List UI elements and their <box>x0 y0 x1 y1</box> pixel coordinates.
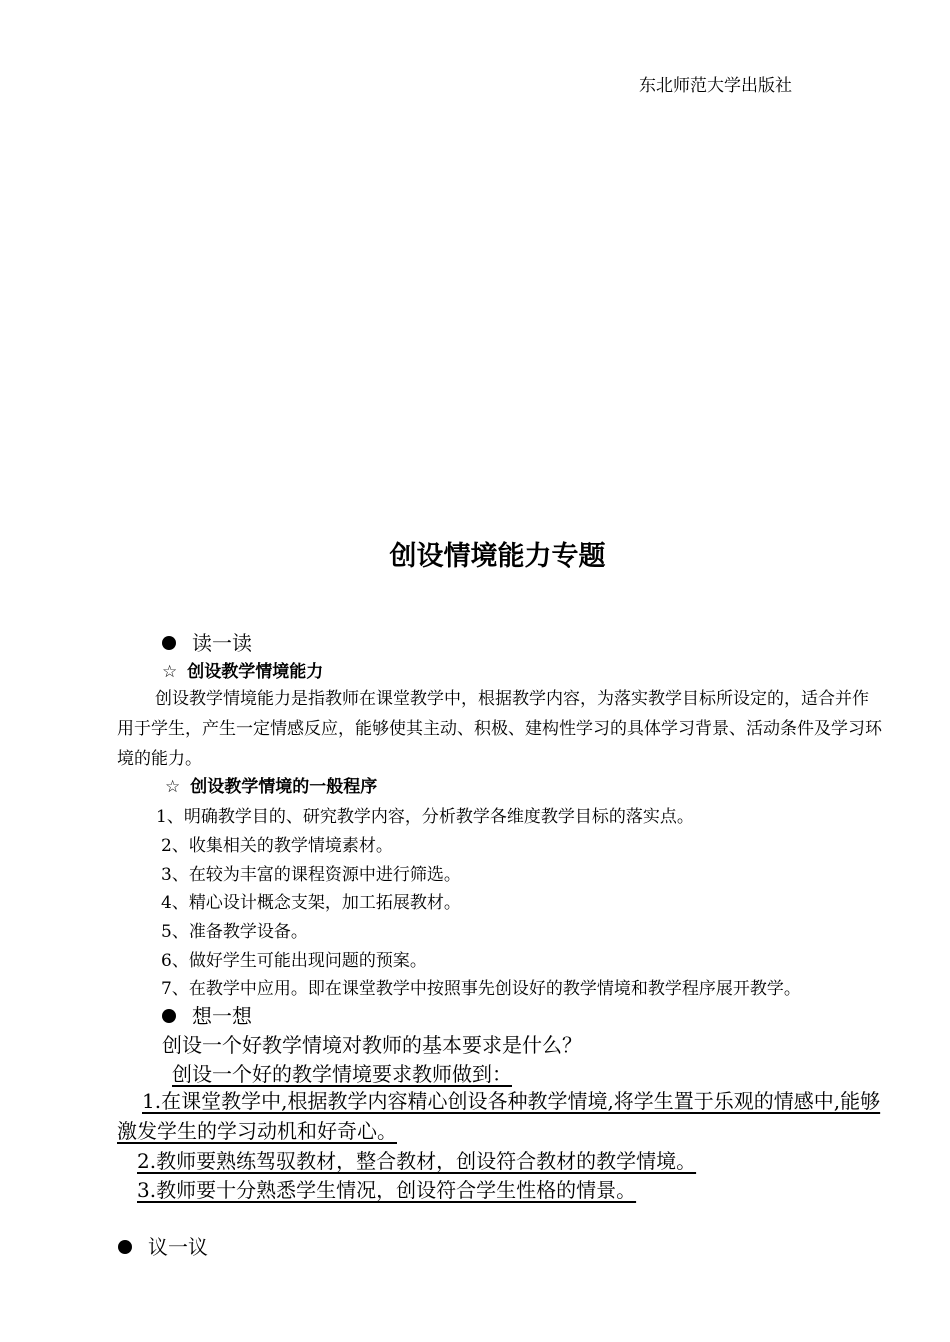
procedure-step: 3、在较为丰富的课程资源中进行筛选。 <box>161 865 461 885</box>
page-title: 创设情境能力专题 <box>389 541 606 572</box>
bullet-icon <box>162 636 176 650</box>
subheading-procedure-label: 创设教学情境的一般程序 <box>190 777 378 797</box>
read-heading <box>162 627 252 656</box>
think-heading-label: 想一想 <box>192 1004 252 1028</box>
procedure-step: 4、精心设计概念支架，加工拓展教材。 <box>161 893 461 913</box>
answer-item: 1.在课堂教学中,根据教学内容精心创设各种教学情境,将学生置于乐观的情感中,能够激发学生的学习动机和好奇心。 <box>117 1089 881 1143</box>
subheading-ability-label: 创设教学情境能力 <box>187 662 324 682</box>
read-heading-label: 读一读 <box>192 631 252 655</box>
bullet-icon <box>162 1009 176 1023</box>
star-icon: ☆ <box>162 662 178 682</box>
answer-item: 3.教师要十分熟悉学生情况，创设符合学生性格的情景。 <box>137 1178 637 1202</box>
subheading-ability <box>162 657 323 682</box>
bullet-icon <box>118 1240 132 1254</box>
star-icon: ☆ <box>165 777 181 797</box>
procedure-step: 6、做好学生可能出现问题的预案。 <box>161 951 427 971</box>
definition-paragraph: 创设教学情境能力是指教师在课堂教学中，根据教学内容，为落实教学目标所设定的，适合并作用于学生，产生一定情感反应，能够使其主动、积极、建构性学习的具体学习背景、活动条件及学习环境的能力。 <box>117 689 882 769</box>
discuss-heading <box>118 1231 208 1260</box>
procedure-step: 5、准备教学设备。 <box>161 922 308 942</box>
procedure-step: 7、在教学中应用。即在课堂教学中按照事先创设好的教学情境和教学程序展开教学。 <box>161 979 801 999</box>
subheading-procedure <box>165 772 377 797</box>
answer-item: 2.教师要熟练驾驭教材，整合教材，创设符合教材的教学情境。 <box>137 1149 697 1173</box>
think-question: 创设一个好教学情境对教师的基本要求是什么？ <box>162 1033 582 1057</box>
think-heading <box>162 1000 252 1029</box>
procedure-step: 1、明确教学目的、研究教学内容，分析教学各维度教学目标的落实点。 <box>156 807 694 827</box>
procedure-step: 2、收集相关的教学情境素材。 <box>161 836 393 856</box>
publisher-name: 东北师范大学出版社 <box>639 76 792 96</box>
discuss-heading-label: 议一议 <box>148 1235 208 1259</box>
answer-intro: 创设一个好的教学情境要求教师做到： <box>172 1062 512 1086</box>
